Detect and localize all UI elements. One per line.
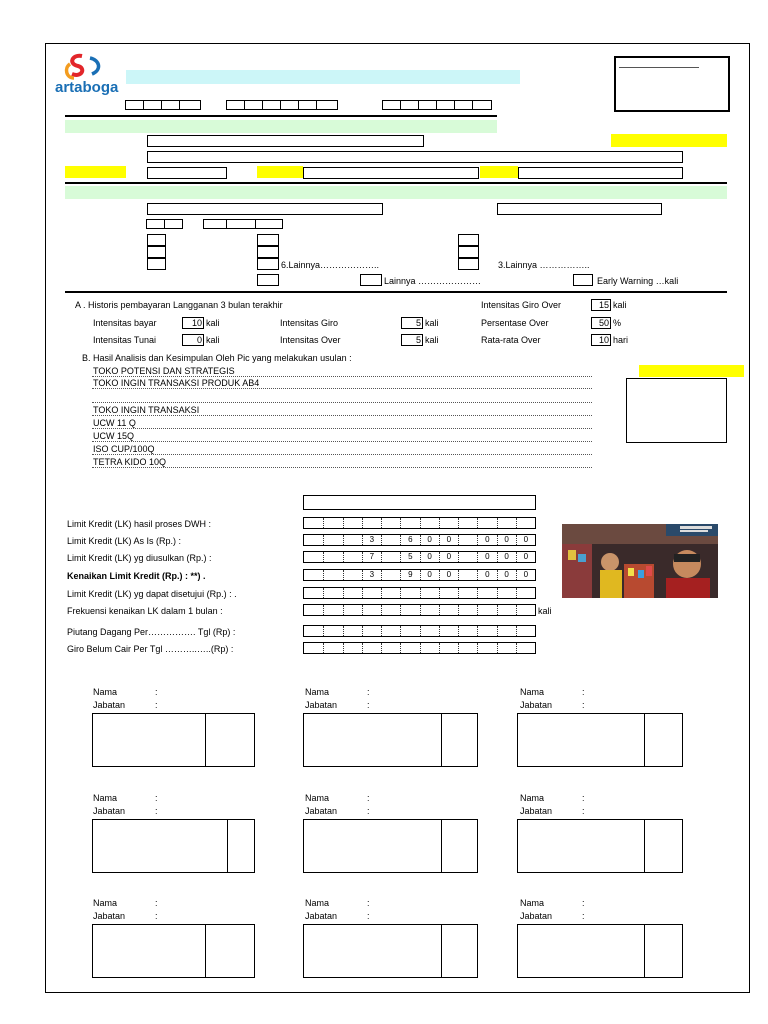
intensitas-over-unit: kali: [425, 335, 439, 345]
customer-name-field[interactable]: [147, 135, 424, 147]
digit-cell: [381, 588, 400, 598]
piutang-label: Piutang Dagang Per……………. Tgl (Rp) :: [67, 627, 236, 637]
signer-name-label: Nama: [93, 687, 118, 697]
early-warning-label: Early Warning …kali: [597, 276, 679, 286]
digit-cell: [343, 552, 362, 562]
lainnya-label: Lainnya …………………: [384, 276, 482, 286]
signer-name-label: Nama: [305, 793, 330, 803]
signature-box[interactable]: [303, 924, 478, 978]
persentase-over-label: Persentase Over: [481, 318, 549, 328]
checkbox-col2-3[interactable]: [257, 258, 279, 270]
signature-box[interactable]: [517, 713, 683, 767]
signature-box[interactable]: [517, 819, 683, 873]
digit-cell: [381, 605, 400, 615]
digit-cell: [362, 518, 381, 528]
signer-name-colon: :: [155, 793, 158, 803]
digit-cell: [477, 518, 496, 528]
signature-box-divider: [441, 714, 442, 766]
analysis-line-6: UCW 15Q: [93, 431, 135, 441]
signer-name-colon: :: [367, 793, 370, 803]
signer-title-label: Jabatan: [305, 911, 338, 921]
signer-name-label: Nama: [520, 793, 545, 803]
digit-cell: [323, 605, 342, 615]
digit-cell: [420, 605, 439, 615]
digit-cell: [343, 605, 362, 615]
digit-cell: [458, 552, 477, 562]
digit-cell: [516, 518, 535, 528]
digit-cell: [477, 588, 496, 598]
digit-cell: [381, 570, 400, 580]
field-d[interactable]: [147, 203, 383, 215]
stamp-box-line: [619, 67, 699, 68]
limit-label: Kenaikan Limit Kredit (Rp.) : **) .: [67, 571, 206, 581]
signature-box[interactable]: [517, 924, 683, 978]
digit-cell: [381, 535, 400, 545]
digit-cell: [381, 643, 400, 653]
checkbox-col2-1[interactable]: [257, 234, 279, 246]
analysis-dots-3: [92, 402, 592, 403]
signer-name-colon: :: [367, 898, 370, 908]
intensitas-giro-over-value[interactable]: 15: [591, 299, 611, 311]
digit-cell: 0: [439, 570, 458, 580]
signer-name-colon: :: [155, 898, 158, 908]
analysis-dots-6: [92, 441, 592, 442]
analysis-line-5: UCW 11 Q: [93, 418, 136, 428]
intensitas-over-label: Intensitas Over: [280, 335, 341, 345]
analysis-dots-7: [92, 454, 592, 455]
digit-cell: 5: [400, 552, 419, 562]
digit-cell: [439, 518, 458, 528]
divider-3: [65, 291, 727, 293]
yellow-label-3: [480, 166, 518, 178]
artaboga-logo: [52, 52, 132, 98]
notes-box[interactable]: [626, 378, 727, 443]
digit-cell: 3: [362, 570, 381, 580]
digit-cell: 0: [497, 535, 516, 545]
yellow-label-2: [257, 166, 303, 178]
signer-title-colon: :: [582, 911, 585, 921]
signer-name-label: Nama: [93, 898, 118, 908]
digit-cell: [420, 643, 439, 653]
digit-cell: [400, 518, 419, 528]
digit-cell: [497, 605, 516, 615]
code-box-group-1: [126, 100, 201, 110]
digit-cell: [458, 588, 477, 598]
digit-cell: [304, 626, 323, 636]
digit-cell: [497, 518, 516, 528]
signer-name-colon: :: [582, 898, 585, 908]
digit-cell: [420, 588, 439, 598]
digit-cell: [458, 626, 477, 636]
analysis-line-7: ISO CUP/100Q: [93, 444, 155, 454]
digit-cell: [362, 605, 381, 615]
logo-text: artaboga: [55, 79, 119, 96]
digit-cell: [516, 626, 535, 636]
analysis-line-4: TOKO INGIN TRANSAKSI: [93, 405, 200, 415]
lainnya-3-label: 3.Lainnya ……………..: [498, 260, 590, 270]
limit-amount-box[interactable]: [303, 534, 536, 546]
limit-amount-box[interactable]: [303, 604, 536, 616]
checkbox-col3-2[interactable]: [458, 246, 479, 258]
intensitas-giro-value[interactable]: 5: [401, 317, 423, 329]
digit-cell: [497, 626, 516, 636]
signature-box-divider: [644, 820, 645, 872]
signature-box-divider: [441, 925, 442, 977]
giro-amount-box[interactable]: [303, 642, 536, 654]
digit-cell: [362, 588, 381, 598]
digit-cell: [323, 535, 342, 545]
signature-box-divider: [644, 925, 645, 977]
digit-cell: [516, 588, 535, 598]
piutang-amount-box[interactable]: [303, 625, 536, 637]
green-band-2: [65, 186, 727, 199]
digit-cell: [400, 605, 419, 615]
digit-cell: [458, 570, 477, 580]
digit-cell: 0: [497, 552, 516, 562]
lainnya-6-label: 6.Lainnya………………..: [281, 260, 380, 270]
digit-cell: [304, 588, 323, 598]
persentase-over-unit: %: [613, 318, 622, 328]
yellow-label-1: [65, 166, 126, 178]
digit-cell: [304, 570, 323, 580]
checkbox-col2-2[interactable]: [257, 246, 279, 258]
store-photo: [562, 524, 718, 598]
signer-title-label: Jabatan: [520, 911, 553, 921]
digit-cell: [381, 626, 400, 636]
field-e[interactable]: [497, 203, 662, 215]
store-photo-image: [562, 524, 718, 598]
signer-title-label: Jabatan: [520, 700, 553, 710]
digit-cell: [400, 626, 419, 636]
digit-cell: 0: [420, 552, 439, 562]
digit-cell: [516, 643, 535, 653]
digit-cell: [497, 588, 516, 598]
digit-cell: [477, 643, 496, 653]
digit-cell: 0: [516, 535, 535, 545]
digit-cell: [458, 605, 477, 615]
signer-title-label: Jabatan: [93, 700, 126, 710]
digit-cell: 0: [439, 552, 458, 562]
limit-label: Limit Kredit (LK) yg dapat disetujui (Rp.) : .: [67, 589, 237, 599]
signature-box[interactable]: [303, 713, 478, 767]
digit-cell: [304, 518, 323, 528]
digit-cell: [516, 605, 535, 615]
digit-cell: [304, 535, 323, 545]
digit-cell: 9: [400, 570, 419, 580]
checkbox-col3-1[interactable]: [458, 234, 479, 246]
limit-label: Limit Kredit (LK) hasil proses DWH :: [67, 519, 212, 529]
signature-box-divider: [441, 820, 442, 872]
digit-cell: [381, 552, 400, 562]
digit-cell: [458, 643, 477, 653]
digit-cell: [343, 570, 362, 580]
intensitas-bayar-label: Intensitas bayar: [93, 318, 157, 328]
signer-name-label: Nama: [93, 793, 118, 803]
checkbox-row-1[interactable]: [257, 274, 279, 286]
signer-title-label: Jabatan: [305, 806, 338, 816]
signer-title-colon: :: [367, 806, 370, 816]
limit-amount-box[interactable]: [303, 569, 536, 581]
digit-cell: [497, 643, 516, 653]
signer-title-colon: :: [367, 911, 370, 921]
intensitas-tunai-unit: kali: [206, 335, 220, 345]
signer-name-label: Nama: [520, 898, 545, 908]
signature-box-divider: [227, 820, 228, 872]
digit-cell: [439, 626, 458, 636]
intensitas-giro-over-unit: kali: [613, 300, 627, 310]
analysis-dots-4: [92, 415, 592, 416]
field-b[interactable]: [303, 167, 479, 179]
digit-cell: [304, 643, 323, 653]
digit-cell: [304, 552, 323, 562]
section-a-title: A . Historis pembayaran Langganan 3 bulan terakhir: [75, 300, 283, 310]
analysis-dots-1: [92, 376, 592, 377]
digit-cell: [477, 605, 496, 615]
signer-title-colon: :: [367, 700, 370, 710]
digit-cell: [458, 535, 477, 545]
digit-cell: 0: [516, 552, 535, 562]
code-box-group-4: [147, 219, 183, 229]
limit-amount-box[interactable]: [303, 517, 536, 529]
signer-name-colon: :: [367, 687, 370, 697]
field-c[interactable]: [518, 167, 683, 179]
digit-cell: 0: [516, 570, 535, 580]
digit-cell: 0: [477, 570, 496, 580]
checkbox-col1-2[interactable]: [147, 246, 166, 258]
digit-cell: 0: [477, 535, 496, 545]
signer-name-colon: :: [582, 687, 585, 697]
digit-cell: [343, 588, 362, 598]
digit-cell: [400, 643, 419, 653]
signer-title-colon: :: [582, 700, 585, 710]
code-box-group-2: [227, 100, 338, 110]
digit-cell: [439, 588, 458, 598]
digit-cell: 0: [420, 535, 439, 545]
divider-1: [65, 115, 497, 117]
digit-cell: [362, 626, 381, 636]
section-b-title: B. Hasil Analisis dan Kesimpulan Oleh Pic yang melakukan usulan :: [82, 353, 352, 363]
analysis-line-1: TOKO POTENSI DAN STRATEGIS: [93, 366, 235, 376]
digit-cell: [323, 643, 342, 653]
analysis-dots-5: [92, 428, 592, 429]
signature-box[interactable]: [92, 713, 255, 767]
signer-name-label: Nama: [305, 687, 330, 697]
digit-cell: [323, 588, 342, 598]
digit-cell: [343, 626, 362, 636]
checkbox-early-warning[interactable]: [573, 274, 593, 286]
limit-amount-box[interactable]: [303, 551, 536, 563]
signature-box-divider: [205, 925, 206, 977]
intensitas-over-value[interactable]: 5: [401, 334, 423, 346]
digit-cell: 0: [439, 535, 458, 545]
checkbox-col1-3[interactable]: [147, 258, 166, 270]
intensitas-giro-label: Intensitas Giro: [280, 318, 339, 328]
checkbox-col3-3[interactable]: [458, 258, 479, 270]
digit-cell: 0: [420, 570, 439, 580]
digit-cell: [420, 518, 439, 528]
rata-over-value[interactable]: 10: [591, 334, 611, 346]
digit-cell: [477, 626, 496, 636]
signer-title-label: Jabatan: [93, 806, 126, 816]
signer-title-label: Jabatan: [93, 911, 126, 921]
digit-cell: [362, 643, 381, 653]
digit-cell: [323, 552, 342, 562]
rata-over-unit: hari: [613, 335, 629, 345]
digit-cell: [323, 626, 342, 636]
signer-name-label: Nama: [305, 898, 330, 908]
signature-box[interactable]: [92, 819, 255, 873]
code-box-group-3: [383, 100, 492, 110]
stamp-box: [614, 56, 730, 112]
digit-cell: [304, 605, 323, 615]
digit-cell: 0: [477, 552, 496, 562]
digit-cell: 3: [362, 535, 381, 545]
signature-box-divider: [644, 714, 645, 766]
digit-cell: [439, 643, 458, 653]
yellow-marker-1: [611, 134, 727, 147]
digit-cell: [439, 605, 458, 615]
signer-name-colon: :: [582, 793, 585, 803]
signer-title-colon: :: [155, 700, 158, 710]
digit-cell: [343, 643, 362, 653]
limit-unit: kali: [538, 606, 552, 616]
limit-label: Limit Kredit (LK) As Is (Rp.) :: [67, 536, 182, 546]
digit-cell: 7: [362, 552, 381, 562]
field-a[interactable]: [147, 167, 227, 179]
digit-cell: [400, 588, 419, 598]
signer-name-label: Nama: [520, 687, 545, 697]
green-band-1: [65, 120, 497, 133]
persentase-over-value[interactable]: 50: [591, 317, 611, 329]
limit-header-field[interactable]: [303, 495, 536, 510]
digit-cell: [381, 518, 400, 528]
signer-title-colon: :: [155, 806, 158, 816]
digit-cell: [323, 518, 342, 528]
signer-title-label: Jabatan: [305, 700, 338, 710]
intensitas-bayar-unit: kali: [206, 318, 220, 328]
customer-address-field[interactable]: [147, 151, 683, 163]
intensitas-giro-over-label: Intensitas Giro Over: [481, 300, 562, 310]
signer-title-colon: :: [582, 806, 585, 816]
checkbox-col1-1[interactable]: [147, 234, 166, 246]
limit-label: Limit Kredit (LK) yg diusulkan (Rp.) :: [67, 553, 212, 563]
intensitas-giro-unit: kali: [425, 318, 439, 328]
signer-title-label: Jabatan: [520, 806, 553, 816]
signature-box[interactable]: [92, 924, 255, 978]
digit-cell: [343, 518, 362, 528]
intensitas-bayar-value[interactable]: 10: [182, 317, 204, 329]
analysis-dots-2: [92, 388, 592, 389]
yellow-marker-2: [639, 365, 744, 377]
analysis-line-2: TOKO INGIN TRANSAKSI PRODUK AB4: [93, 378, 260, 388]
digit-cell: [458, 518, 477, 528]
signer-title-colon: :: [155, 911, 158, 921]
analysis-line-8: TETRA KIDO 10Q: [93, 457, 167, 467]
signature-box[interactable]: [303, 819, 478, 873]
giro-label: Giro Belum Cair Per Tgl ………..…..(Rp) :: [67, 644, 234, 654]
digit-cell: [323, 570, 342, 580]
digit-cell: [420, 626, 439, 636]
code-box-group-5: [204, 219, 283, 229]
signer-name-colon: :: [155, 687, 158, 697]
limit-label: Frekuensi kenaikan LK dalam 1 bulan :: [67, 606, 223, 616]
signature-box-divider: [205, 714, 206, 766]
intensitas-tunai-label: Intensitas Tunai: [93, 335, 157, 345]
checkbox-lainnya[interactable]: [360, 274, 382, 286]
limit-amount-box[interactable]: [303, 587, 536, 599]
digit-cell: [343, 535, 362, 545]
analysis-dots-8: [92, 467, 592, 468]
intensitas-tunai-value[interactable]: 0: [182, 334, 204, 346]
header-title-field: [126, 70, 520, 84]
digit-cell: 0: [497, 570, 516, 580]
digit-cell: 6: [400, 535, 419, 545]
divider-2: [65, 182, 727, 184]
rata-over-label: Rata-rata Over: [481, 335, 541, 345]
